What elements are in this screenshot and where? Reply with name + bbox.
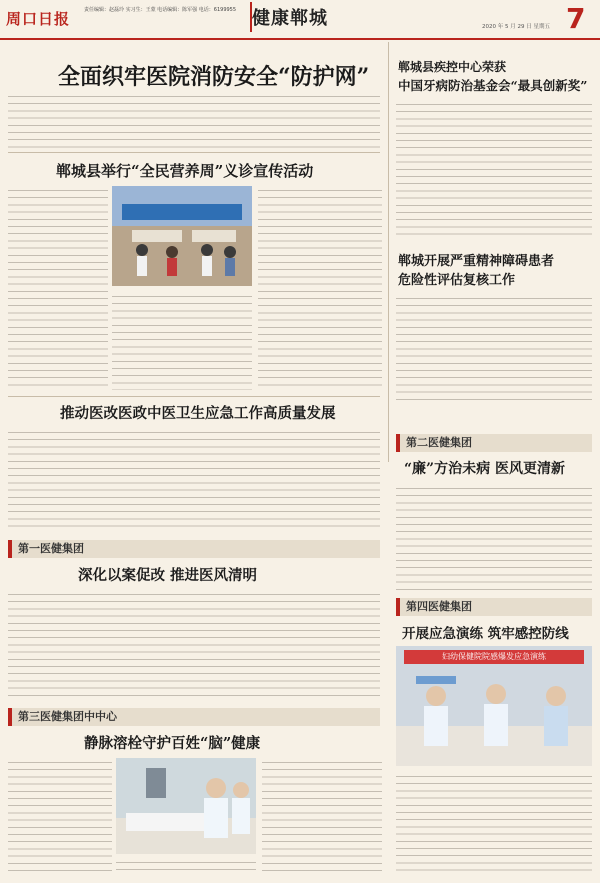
group1-section-label: 第一医健集团 — [8, 540, 380, 558]
award-article-body — [396, 100, 592, 240]
top-headline: 全面织牢医院消防安全“防护网” — [58, 64, 370, 90]
group3-headline: 静脉溶栓守护百姓“脑”健康 — [84, 735, 261, 752]
drill-scene-illustration — [396, 666, 592, 766]
group4-headline: 开展应急演练 筑牢感控防线 — [402, 626, 569, 642]
group3-section-label: 第三医健集团中中心 — [8, 708, 380, 726]
nutrition-article-col2 — [112, 292, 252, 390]
drill-banner: 妇幼保健院院感爆发应急演练 — [404, 650, 584, 664]
group2-headline: “廉”方治未病 医风更清新 — [404, 461, 565, 477]
nutrition-article-col3 — [258, 186, 382, 390]
divider — [8, 396, 380, 397]
editor-line: 责任编辑：赵磊玲 实习生：王蒙 电话编辑：陈军强 电话：6199955 — [84, 7, 237, 13]
right-headline2-line1: 郸城开展严重精神障碍患者 — [398, 254, 555, 269]
group2-article-body — [396, 484, 592, 594]
reform-headline: 推动医改医政中医卫生应急工作高质量发展 — [60, 405, 336, 422]
nutrition-event-photo — [112, 186, 252, 286]
group3-article-col1 — [8, 758, 112, 876]
event-scene-illustration — [112, 186, 252, 286]
fire-safety-article-body — [8, 92, 380, 148]
nutrition-headline: 郸城县举行“全民营养周”义诊宣传活动 — [56, 162, 314, 180]
stroke-treatment-photo — [116, 758, 256, 854]
treatment-scene-illustration — [116, 758, 256, 854]
group4-article-body — [396, 772, 592, 876]
publication-date: 2020 年 5 月 29 日 星期五 — [482, 24, 550, 30]
group1-headline: 深化以案促改 推进医风清明 — [78, 567, 258, 584]
group1-article-body — [8, 590, 380, 702]
section-title: 健康郸城 — [252, 8, 328, 29]
column-rule — [388, 42, 389, 462]
right-headline: 中国牙病防治基金会“最具创新奖” — [398, 78, 588, 93]
group4-section-label: 第四医健集团 — [396, 598, 592, 616]
page-number: 7 — [566, 2, 586, 35]
mental-health-article-body — [396, 294, 592, 406]
group3-article-col3 — [262, 758, 382, 876]
newspaper-logo: 周口日报 — [6, 10, 71, 28]
right-kicker: 郸城县疾控中心荣获 — [398, 60, 507, 74]
group2-section-label: 第二医健集团 — [396, 434, 592, 452]
drill-photo — [396, 646, 592, 766]
reform-article-body — [8, 428, 380, 532]
group3-caption — [116, 858, 256, 876]
right-headline2-line2: 危险性评估复核工作 — [398, 273, 516, 288]
nutrition-article-col1 — [8, 186, 108, 390]
divider — [8, 152, 380, 153]
